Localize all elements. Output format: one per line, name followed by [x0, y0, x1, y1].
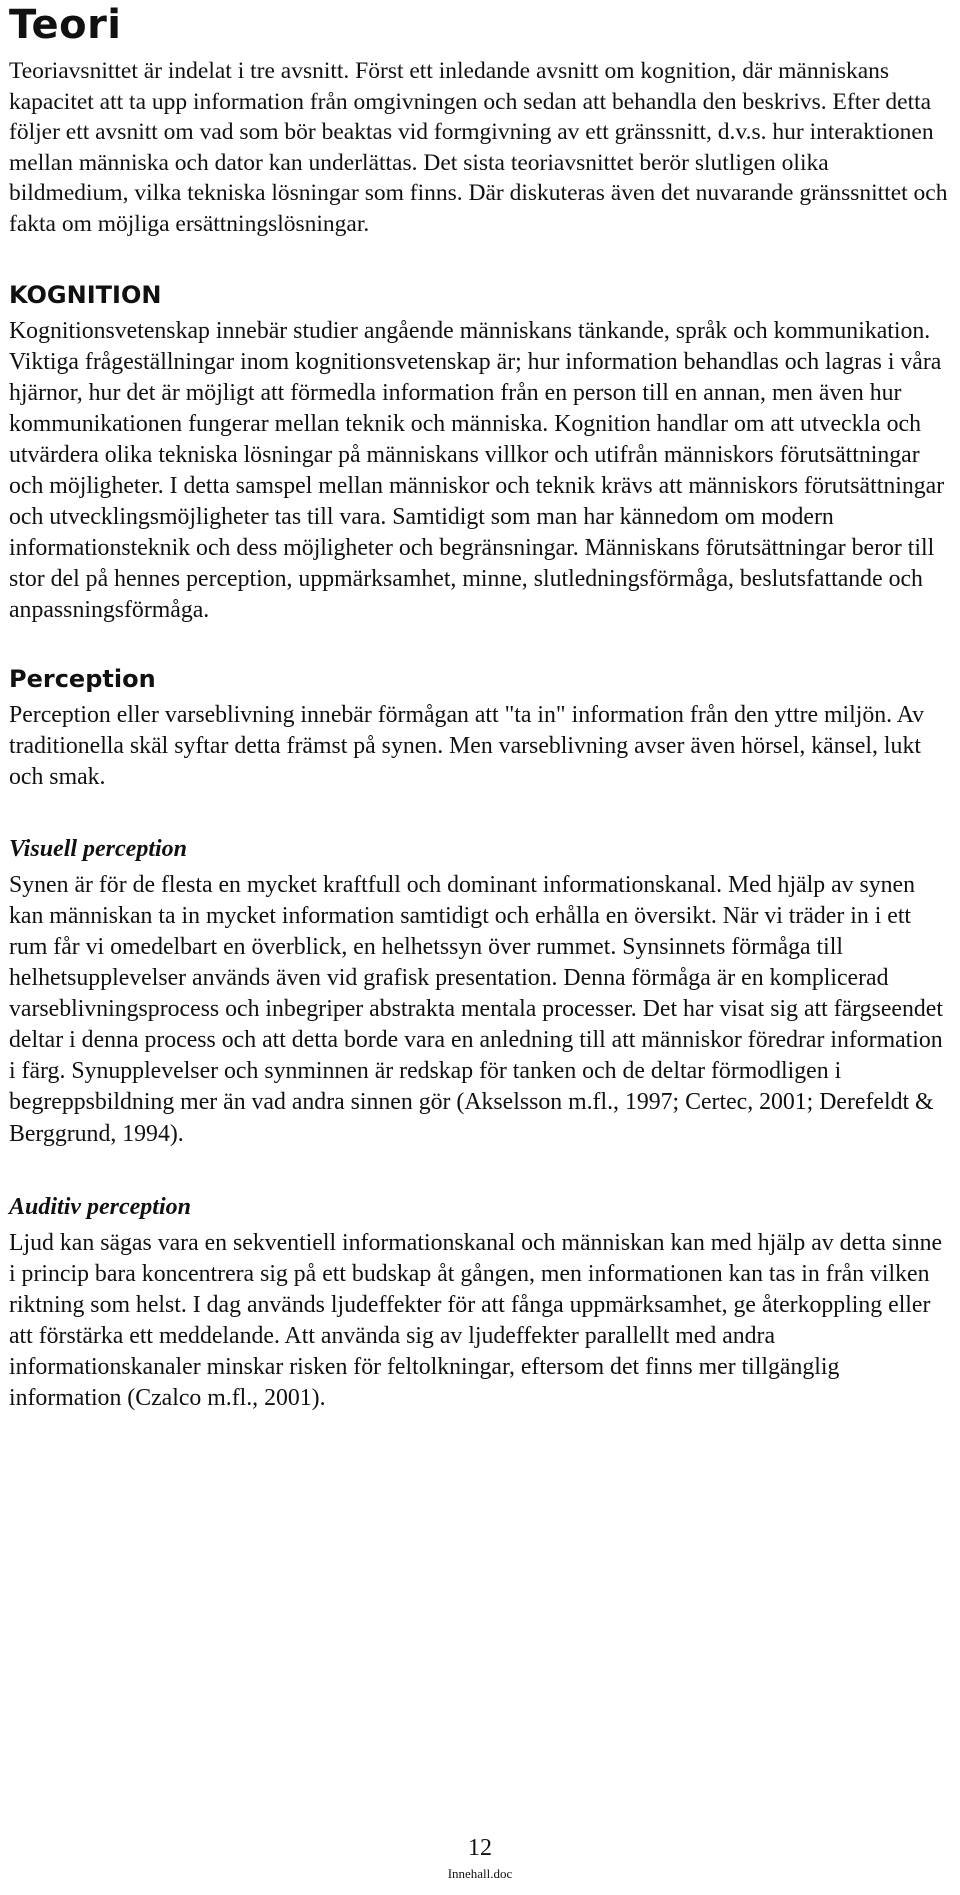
intro-paragraph: Teoriavsnittet är indelat i tre avsnitt. Först ett inledande avsnitt om kognition, där människans kapacitet att ta upp information från omgivningen och sedan att behandla den beskrivs. Efter detta följer ett avsnitt om vad som bör beaktas vid formgivning av ett gränssnitt, d.v.s. hur interaktionen mellan människa och dator kan underlättas. Det sista teoriavsnittet berör slutligen olika bildmedium, vilka tekniska lösningar som finns. Där diskuteras även det nuvarande gränssnittet och fakta om möjliga ersättningslösningar.: [9, 58, 948, 237]
section-heading-kognition: KOGNITION: [9, 280, 162, 309]
footer-file-name: Innehall.doc: [447, 1866, 513, 1881]
chapter-title: Teori: [9, 2, 122, 48]
perception-paragraph: Perception eller varseblivning innebär förmågan att "ta in" information från den yttre miljön. Av traditionella skäl syftar detta främst på synen. Men varseblivning avser även hörsel, känsel, lukt och smak.: [9, 701, 925, 790]
section-heading-perception: Perception: [9, 664, 156, 693]
page-number: 12: [468, 1835, 492, 1861]
subheading-visuell-perception: Visuell perception: [9, 835, 188, 862]
document-page: [9, 0, 951, 1414]
visuell-paragraph: Synen är för de flesta en mycket kraftfull och dominant informationskanal. Med hjälp av synen kan människan ta in mycket information samtidigt och erhålla en översikt. När vi träder in i ett rum får vi omedelbart en överblick, en helhetssyn över rummet. Synsinnets förmåga till helhetsupplevelser används även vid grafisk presentation. Denna förmåga är en komplicerad varseblivningsprocess och inbegriper abstrakta mentala processer. Det har visat sig att färgseendet deltar i denna process och att detta borde vara en anledning till att människor föredrar information i färg. Synupplevelser och synminnen är redskap för tanken och de deltar förmodligen i begreppsbildning mer än vad andra sinnen gör (Akselsson m.fl., 1997; Certec, 2001; Derefeldt & Berggrund, 1994).: [9, 871, 943, 1147]
kognition-paragraph: Kognitionsvetenskap innebär studier angående människans tänkande, språk och kommunikation. Viktiga frågeställningar inom kognitionsvetenskap är; hur information behandlas och lagras i våra hjärnor, hur det är möjligt att förmedla information från en person till en annan, men även hur kommunikationen fungerar mellan teknik och människa. Kognition handlar om att utveckla och utvärdera olika tekniska lösningar på människans villkor och utifrån människors förutsättningar och möjligheter. I detta samspel mellan människor och teknik krävs att människors förutsättningar och utvecklingsmöjligheter tas till vara. Samtidigt som man har kännedom om modern informationsteknik och dess möjligheter och begränsningar. Människans förutsättningar beror till stor del på hennes perception, uppmärksamhet, minne, slutledningsförmåga, beslutsfattande och anpassningsförmåga.: [9, 317, 945, 624]
subheading-auditiv-perception: Auditiv perception: [9, 1193, 191, 1220]
auditiv-paragraph: Ljud kan sägas vara en sekventiell informationskanal och människan kan med hjälp av detta sinne i princip bara koncentrera sig på ett budskap åt gången, men informationen kan tas in från vilken riktning som helst. I dag används ljudeffekter för att fånga uppmärksamhet, ge återkoppling eller att förstärka ett meddelande. Att använda sig av ljudeffekter parallellt med andra informationskanaler minskar risken för feltolkningar, eftersom det finns mer tillgänglig information (Czalco m.fl., 2001).: [9, 1229, 943, 1412]
